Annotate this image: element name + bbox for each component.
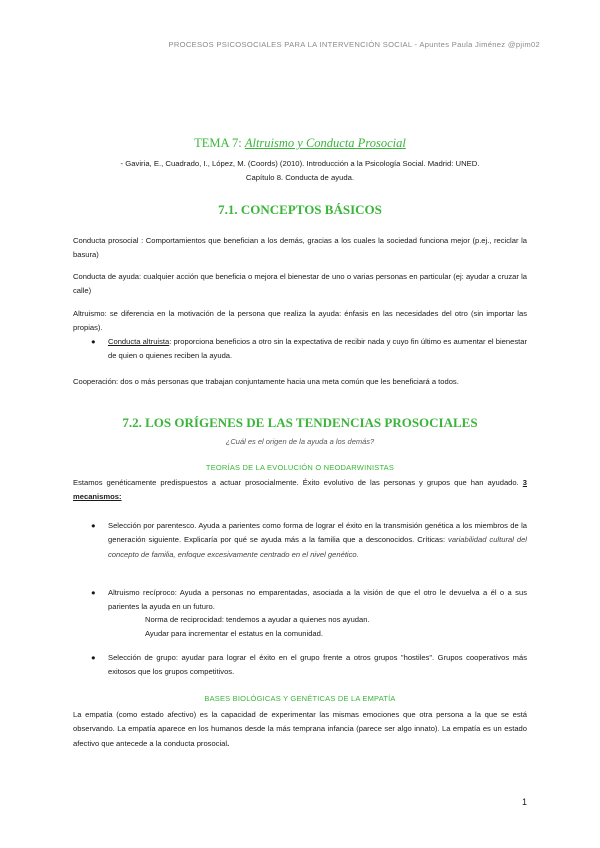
paragraph-cooperacion: Cooperación: dos o más personas que trabajan conjuntamente hacia una meta común que les beneficiará a todos.: [73, 377, 459, 386]
bullet-icon: ●: [91, 521, 96, 530]
running-header: PROCESOS PSICOSOCIALES PARA LA INTERVENCIÓN SOCIAL - Apuntes Paula Jiménez @pjim02: [168, 40, 540, 49]
paragraph-altruismo: Altruismo: se diferencia en la motivación de la persona que realiza la ayuda: énfasis en las necesidades del otro (sin importar las propias).: [73, 309, 527, 333]
bullet-icon: ●: [91, 337, 96, 346]
term-conducta-altruista: Conducta altruista: [108, 337, 170, 346]
section-1-heading: 7.1. CONCEPTOS BÁSICOS: [218, 202, 382, 217]
subheading-teorias-evolucion: TEORÍAS DE LA EVOLUCIÓN O NEODARWINISTAS: [205, 463, 395, 472]
intro-text: Estamos genéticamente predispuestos a actuar prosocialmente. Éxito evolutivo de las personas y grupos que han ayudado.: [73, 478, 523, 487]
bullet-icon: ●: [91, 588, 96, 597]
mecanismos-label: 3 mecanismos:: [73, 478, 527, 502]
list-item-seleccion-parentesco: [108, 519, 527, 562]
reference-line-1: - Gaviria, E., Cuadrado, I., López, M. (Coords) (2010). Introducción a la Psicología Social. Madrid: UNED.: [120, 159, 480, 168]
chapter-title-main: Altruismo y Conducta Prosocial: [244, 136, 406, 150]
seleccion-parentesco-criticas: variabilidad cultural del concepto de familia, enfoque excesivamente centrado en el nivel genético.: [108, 535, 527, 559]
list-item-conducta-altruista: [108, 335, 527, 364]
section-2-subtitle: ¿Cuál es el origen de la ayuda a los demás?: [225, 437, 375, 446]
chapter-title: [0, 136, 600, 151]
indented-line-estatus: Ayudar para incrementar el estatus en la comunidad.: [145, 629, 323, 638]
paragraph-conducta-prosocial: Conducta prosocial : Comportamientos que benefician a los demás, gracias a los cuales la sociedad funciona mejor (p.ej., reciclar la basura): [73, 236, 527, 260]
page-number: 1: [521, 797, 527, 807]
list-item-seleccion-grupo: Selección de grupo: ayudar para lograr el éxito en el grupo frente a otros grupos "hostiles". Grupos cooperativos más exitosos que los grupos competitivos.: [108, 653, 527, 677]
subheading-bases-empatia: BASES BIOLÓGICAS Y GENÉTICAS DE LA EMPATÍA: [204, 694, 396, 703]
bullet-icon: ●: [91, 653, 96, 662]
seleccion-parentesco-text: Selección por parentesco. Ayuda a parientes como forma de lograr el éxito en la transmisión genética a los miembros de la generación siguiente. Explicaría por qué se ayuda más a la familia que a desconocidos. Críticas:: [108, 521, 527, 545]
definition-conducta-altruista: : proporciona beneficios a otro sin la expectativa de recibir nada y cuyo fin último es aumentar el bienestar de quien o quienes reciben la ayuda.: [108, 337, 527, 361]
paragraph-empatia: [73, 708, 527, 751]
paragraph-intro-mecanismos: [73, 476, 527, 505]
empatia-text: La empatía (como estado afectivo) es la capacidad de experimentar las mismas emociones que otra persona a la que se está observando. La empatía aparece en los humanos desde la más temprana infancia (parece ser algo innato). La empatía es un estado afectivo que antecede a la conducta prosocial: [73, 710, 527, 748]
indented-line-norma-reciprocidad: Norma de reciprocidad: tendemos a ayudar a quienes nos ayudan.: [145, 615, 370, 624]
bibliographic-reference: [60, 157, 540, 185]
list-item-altruismo-reciproco: Altruismo recíproco: Ayuda a personas no emparentadas, asociada a la visión de que el otro le devuelva a él o a sus parientes la ayuda en un futuro.: [108, 588, 527, 612]
chapter-title-prefix: TEMA 7:: [194, 136, 245, 150]
paragraph-conducta-ayuda: Conducta de ayuda: cualquier acción que beneficia o mejora el bienestar de uno o varias personas en particular (ej: ayudar a cruzar la calle): [73, 272, 527, 296]
empatia-final-dot: .: [227, 738, 230, 748]
reference-line-2: Capítulo 8. Conducta de ayuda.: [245, 173, 355, 182]
section-2-heading: 7.2. LOS ORÍGENES DE LAS TENDENCIAS PROSOCIALES: [122, 415, 478, 430]
